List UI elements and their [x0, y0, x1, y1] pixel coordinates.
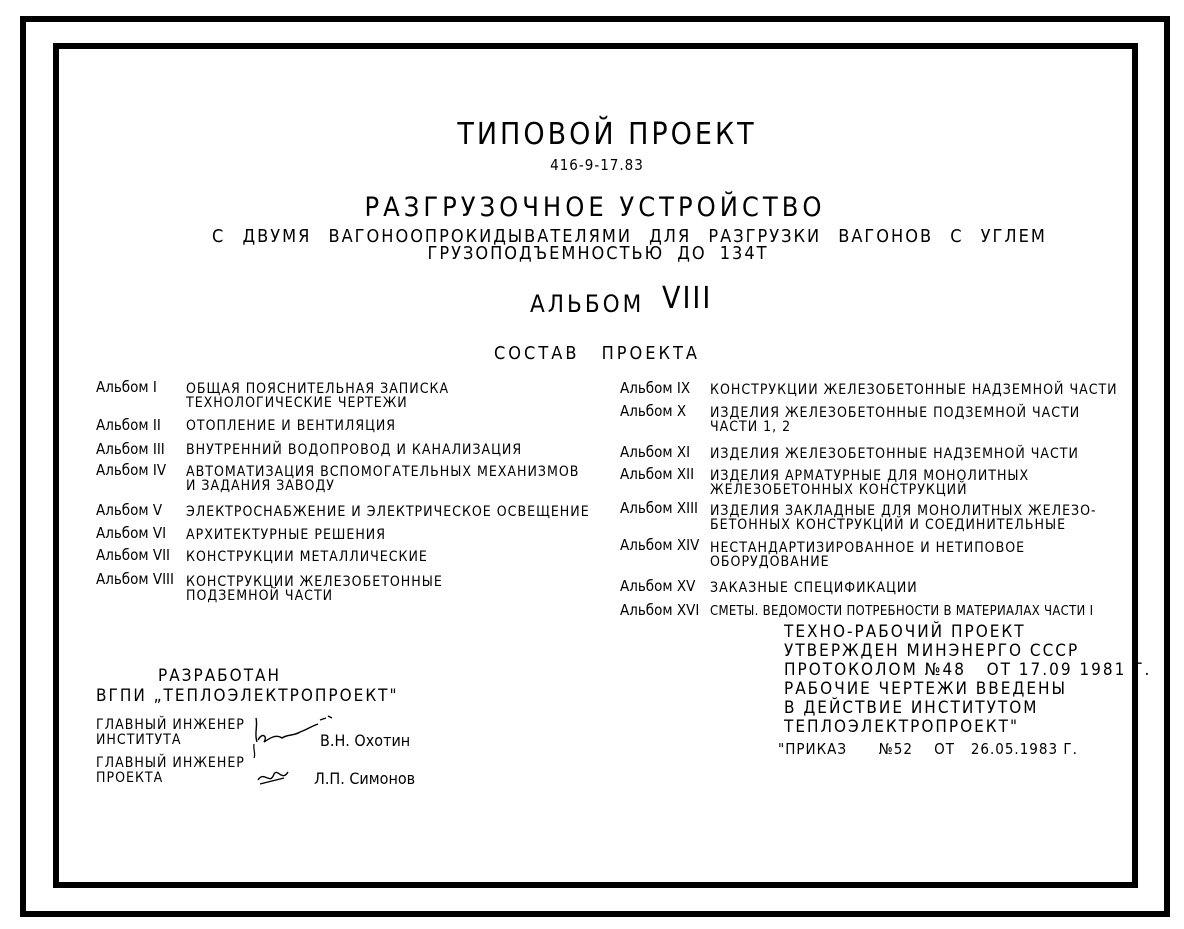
album-label: Альбом IX — [620, 379, 691, 397]
album-description: ИЗДЕЛИЯ АРМАТУРНЫЕ ДЛЯ МОНОЛИТНЫХ ЖЕЛЕЗОБЕТОННЫХ КОНСТРУКЦИЙ — [710, 468, 1030, 498]
subtitle-line-1: С ДВУМЯ ВАГОНООПРОКИДЫВАТЕЛЯМИ ДЛЯ РАЗГРУЗКИ ВАГОНОВ С УГЛЕМ — [212, 226, 1047, 247]
album-label: Альбом XIII — [620, 499, 699, 517]
contents-heading: СОСТАВ ПРОЕКТА — [494, 343, 700, 364]
album-label: Альбом II — [96, 416, 161, 434]
album-description: ИЗДЕЛИЯ ЖЕЛЕЗОБЕТОННЫЕ ПОДЗЕМНОЙ ЧАСТИ ЧАСТИ 1, 2 — [710, 405, 1081, 435]
album-label: Альбом VI — [96, 524, 167, 542]
album-description: ОТОПЛЕНИЕ И ВЕНТИЛЯЦИЯ — [186, 418, 397, 434]
album-label: Альбом XIV — [620, 536, 700, 554]
album-description: ЭЛЕКТРОСНАБЖЕНИЕ И ЭЛЕКТРИЧЕСКОЕ ОСВЕЩЕНИЕ — [186, 504, 590, 520]
signature-simonov — [254, 764, 294, 790]
project-code: 416-9-17.83 — [550, 156, 644, 174]
album-description: ОБЩАЯ ПОЯСНИТЕЛЬНАЯ ЗАПИСКА ТЕХНОЛОГИЧЕСКИЕ ЧЕРТЕЖИ — [186, 381, 450, 411]
subtitle-line-2: ГРУЗОПОДЪЕМНОСТЬЮ ДО 134Т — [427, 243, 769, 264]
album-description: АРХИТЕКТУРНЫЕ РЕШЕНИЯ — [186, 527, 386, 543]
album-word: АЛЬБОМ — [530, 290, 645, 318]
approval-text: ТЕХНО-РАБОЧИЙ ПРОЕКТ УТВЕРЖДЕН МИНЭНЕРГО СССР ПРОТОКОЛОМ №48 ОТ 17.09 1981 Г. РАБОЧИЕ ЧЕРТЕЖИ ВВЕДЕНЫ В ДЕЙСТВИЕ ИНСТИТУТОМ ТЕПЛОЭЛЕКТРОПРОЕКТ" — [784, 622, 1152, 737]
album-label: Альбом X — [620, 402, 687, 420]
chief-institute-title: ГЛАВНЫЙ ИНЖЕНЕР ИНСТИТУТА — [96, 717, 245, 748]
album-label: Альбом I — [96, 378, 157, 396]
album-description: АВТОМАТИЗАЦИЯ ВСПОМОГАТЕЛЬНЫХ МЕХАНИЗМОВ И ЗАДАНИЯ ЗАВОДУ — [186, 464, 580, 494]
album-description: НЕСТАНДАРТИЗИРОВАННОЕ И НЕТИПОВОЕ ОБОРУДОВАНИЕ — [710, 540, 1026, 570]
approval-order: "ПРИКАЗ №52 ОТ 26.05.1983 Г. — [778, 740, 1078, 758]
album-label: Альбом XII — [620, 465, 695, 483]
album-label: Альбом III — [96, 440, 165, 458]
album-number: VIII — [662, 281, 713, 316]
album-label: Альбом VIII — [96, 570, 175, 588]
object-title: РАЗГРУЗОЧНОЕ УСТРОЙСТВО — [364, 192, 826, 223]
chief-project-title: ГЛАВНЫЙ ИНЖЕНЕР ПРОЕКТА — [96, 755, 245, 786]
developer-heading: РАЗРАБОТАН — [158, 666, 281, 686]
doc-title: ТИПОВОЙ ПРОЕКТ — [457, 117, 757, 152]
album-label: Альбом VII — [96, 546, 171, 564]
album-description: КОНСТРУКЦИИ ЖЕЛЕЗОБЕТОННЫЕ НАДЗЕМНОЙ ЧАСТИ — [710, 382, 1118, 398]
album-description: ЗАКАЗНЫЕ СПЕЦИФИКАЦИИ — [710, 580, 918, 596]
chief-project-name: Л.П. Симонов — [314, 769, 416, 788]
album-description: КОНСТРУКЦИИ ЖЕЛЕЗОБЕТОННЫЕ ПОДЗЕМНОЙ ЧАСТИ — [186, 574, 443, 604]
album-description: СМЕТЫ. ВЕДОМОСТИ ПОТРЕБНОСТИ В МАТЕРИАЛАХ ЧАСТИ I — [710, 604, 1094, 619]
album-label: Альбом XVI — [620, 601, 700, 619]
chief-institute-name: В.Н. Охотин — [320, 731, 411, 750]
album-label: Альбом XI — [620, 443, 691, 461]
album-description: КОНСТРУКЦИИ МЕТАЛЛИЧЕСКИЕ — [186, 549, 428, 565]
album-description: ВНУТРЕННИЙ ВОДОПРОВОД И КАНАЛИЗАЦИЯ — [186, 442, 523, 458]
album-description: ИЗДЕЛИЯ ЖЕЛЕЗОБЕТОННЫЕ НАДЗЕМНОЙ ЧАСТИ — [710, 446, 1079, 462]
album-label: Альбом XV — [620, 577, 696, 595]
album-description: ИЗДЕЛИЯ ЗАКЛАДНЫЕ ДЛЯ МОНОЛИТНЫХ ЖЕЛЕЗО- БЕТОННЫХ КОНСТРУКЦИЙ И СОЕДИНИТЕЛЬНЫЕ — [710, 503, 1097, 533]
album-label: Альбом V — [96, 501, 163, 519]
album-label: Альбом IV — [96, 461, 167, 479]
developer-org: ВГПИ „ТЕПЛОЭЛЕКТРОПРОЕКТ" — [96, 686, 399, 706]
